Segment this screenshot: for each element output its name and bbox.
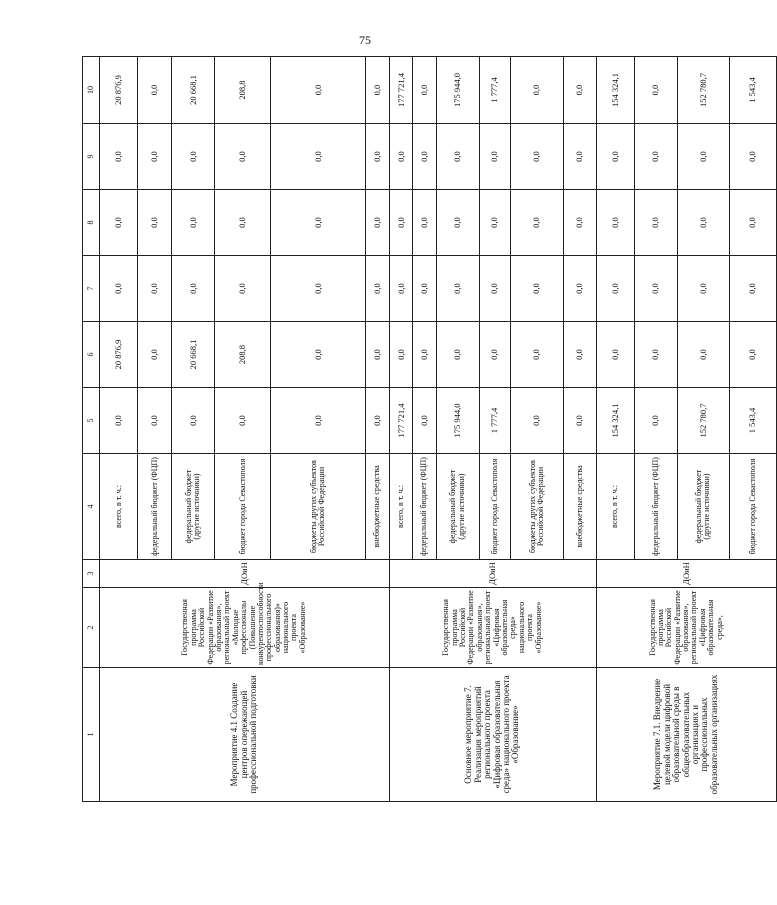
value-cell: 0,0 [564, 124, 597, 190]
value-cell: 0,0 [366, 256, 390, 322]
value-cell: 175 944,0 [436, 388, 479, 454]
value-cell: 0,0 [634, 190, 677, 256]
column-header: 9 [83, 124, 100, 190]
value-cell: 0,0 [677, 190, 729, 256]
column-header: 8 [83, 190, 100, 256]
value-cell: 0,0 [413, 322, 437, 388]
value-cell: 208,8 [215, 322, 271, 388]
value-cell: 152 780,7 [677, 57, 729, 124]
value-cell: 0,0 [729, 124, 776, 190]
funding-source-cell: бюджет города Севастополя [479, 454, 510, 560]
value-cell: 0,0 [510, 190, 563, 256]
activity-name-cell: Мероприятие 7.1. Внедрение целевой модели цифровой образовательной среды в общеобразовательных организациях и профессиональных образовательных организациях [596, 668, 776, 802]
value-cell: 0,0 [634, 57, 677, 124]
value-cell: 0,0 [172, 124, 215, 190]
value-cell: 1 777,4 [479, 388, 510, 454]
funding-source-cell: федеральный бюджет (ФЦП) [634, 454, 677, 560]
value-cell: 0,0 [564, 256, 597, 322]
funding-source-cell: всего, в т. ч.: [389, 454, 413, 560]
program-cell: Государственная программа Российской Федерации «Развитие образования», региональный проект «Молодые профессионалы (Повышение конкурентоспособности профессионального образования)» национального проекта «Образование» [100, 588, 390, 668]
value-cell: 0,0 [215, 124, 271, 190]
value-cell: 0,0 [596, 190, 634, 256]
value-cell: 0,0 [389, 322, 413, 388]
value-cell: 0,0 [172, 388, 215, 454]
value-cell: 0,0 [634, 256, 677, 322]
column-header: 2 [83, 588, 100, 668]
value-cell: 0,0 [138, 388, 172, 454]
value-cell: 0,0 [510, 256, 563, 322]
column-header: 10 [83, 57, 100, 124]
value-cell: 0,0 [366, 190, 390, 256]
value-cell: 0,0 [138, 256, 172, 322]
value-cell: 0,0 [172, 256, 215, 322]
value-cell: 0,0 [729, 256, 776, 322]
value-cell: 177 721,4 [389, 57, 413, 124]
value-cell: 0,0 [413, 256, 437, 322]
rotated-table-container [82, 57, 777, 802]
value-cell: 0,0 [634, 322, 677, 388]
value-cell: 0,0 [271, 190, 366, 256]
executor-cell: ДОиН [389, 560, 596, 588]
table-row [596, 57, 634, 802]
value-cell: 0,0 [677, 124, 729, 190]
activity-name-cell: Мероприятие 4.1 Создание центров опережающей профессиональной подготовки [100, 668, 390, 802]
value-cell: 154 324,1 [596, 388, 634, 454]
value-cell: 0,0 [100, 388, 138, 454]
funding-source-cell: внебюджетные средства [564, 454, 597, 560]
value-cell: 0,0 [596, 124, 634, 190]
value-cell: 0,0 [479, 322, 510, 388]
value-cell: 177 721,4 [389, 388, 413, 454]
value-cell: 0,0 [634, 388, 677, 454]
funding-source-cell: бюджет города Севастополя [215, 454, 271, 560]
value-cell: 0,0 [172, 190, 215, 256]
value-cell: 0,0 [138, 322, 172, 388]
column-header: 1 [83, 668, 100, 802]
header-row [83, 57, 100, 802]
value-cell: 0,0 [479, 256, 510, 322]
funding-source-cell: внебюджетные средства [366, 454, 390, 560]
value-cell: 208,8 [215, 57, 271, 124]
column-header: 7 [83, 256, 100, 322]
executor-cell: ДОиН [100, 560, 390, 588]
value-cell: 0,0 [510, 57, 563, 124]
value-cell: 0,0 [413, 388, 437, 454]
value-cell: 0,0 [413, 57, 437, 124]
value-cell: 0,0 [436, 256, 479, 322]
value-cell: 20 668,1 [172, 322, 215, 388]
value-cell: 20 876,9 [100, 322, 138, 388]
column-header: 6 [83, 322, 100, 388]
value-cell: 0,0 [564, 57, 597, 124]
value-cell: 175 944,0 [436, 57, 479, 124]
value-cell: 0,0 [271, 322, 366, 388]
value-cell: 0,0 [138, 57, 172, 124]
value-cell: 0,0 [436, 124, 479, 190]
column-header: 5 [83, 388, 100, 454]
value-cell: 0,0 [729, 190, 776, 256]
value-cell: 20 876,9 [100, 57, 138, 124]
value-cell: 0,0 [564, 322, 597, 388]
value-cell: 0,0 [389, 256, 413, 322]
value-cell: 0,0 [510, 388, 563, 454]
value-cell: 0,0 [215, 388, 271, 454]
page-number: 75 [359, 33, 371, 47]
value-cell: 0,0 [596, 322, 634, 388]
value-cell: 0,0 [138, 124, 172, 190]
funding-source-cell: федеральный бюджет (другие источники) [436, 454, 479, 560]
funding-source-cell: федеральный бюджет (ФЦП) [413, 454, 437, 560]
value-cell: 1 777,4 [479, 57, 510, 124]
funding-source-cell: всего, в т. ч.: [596, 454, 634, 560]
value-cell: 0,0 [479, 190, 510, 256]
value-cell: 0,0 [677, 256, 729, 322]
value-cell: 0,0 [366, 322, 390, 388]
value-cell: 0,0 [510, 322, 563, 388]
value-cell: 0,0 [564, 190, 597, 256]
value-cell: 0,0 [366, 388, 390, 454]
value-cell: 154 324,1 [596, 57, 634, 124]
executor-cell: ДОиН [596, 560, 776, 588]
value-cell: 1 543,4 [729, 388, 776, 454]
value-cell: 152 780,7 [677, 388, 729, 454]
value-cell: 0,0 [100, 190, 138, 256]
column-header: 3 [83, 560, 100, 588]
funding-source-cell: бюджет города Севастополя [729, 454, 776, 560]
program-cell: Государственная программа Российской Федерации «Развитие образования», региональный проект «Цифровая образовательная среда», [596, 588, 776, 668]
budget-table [82, 56, 777, 802]
value-cell: 0,0 [271, 256, 366, 322]
value-cell: 20 668,1 [172, 57, 215, 124]
value-cell: 0,0 [271, 57, 366, 124]
value-cell: 0,0 [271, 388, 366, 454]
value-cell: 0,0 [510, 124, 563, 190]
value-cell: 0,0 [271, 124, 366, 190]
value-cell: 0,0 [389, 124, 413, 190]
value-cell: 0,0 [215, 190, 271, 256]
value-cell: 0,0 [634, 124, 677, 190]
table-row [100, 57, 138, 802]
value-cell: 0,0 [215, 256, 271, 322]
value-cell: 0,0 [729, 322, 776, 388]
column-header: 4 [83, 454, 100, 560]
value-cell: 0,0 [413, 190, 437, 256]
value-cell: 0,0 [366, 57, 390, 124]
funding-source-cell: бюджеты других субъектов Российской Федерации [510, 454, 563, 560]
activity-name-cell: Основное мероприятие 7. Реализация мероприятий регионального проекта «Цифровая образовательная среда» национального проекта «Образование» [389, 668, 596, 802]
funding-source-cell: всего, в т. ч.: [100, 454, 138, 560]
value-cell: 1 543,4 [729, 57, 776, 124]
table-row [389, 57, 413, 802]
value-cell: 0,0 [596, 256, 634, 322]
value-cell: 0,0 [436, 190, 479, 256]
value-cell: 0,0 [389, 190, 413, 256]
funding-source-cell: бюджеты других субъектов Российской Федерации [271, 454, 366, 560]
funding-source-cell: федеральный бюджет (другие источники) [172, 454, 215, 560]
program-cell: Государственная программа Российской Федерации «Развитие образования», региональный проект «Цифровая образовательная среда» национального проекта «Образование» [389, 588, 596, 668]
value-cell: 0,0 [564, 388, 597, 454]
value-cell: 0,0 [366, 124, 390, 190]
funding-source-cell: федеральный бюджет (ФЦП) [138, 454, 172, 560]
value-cell: 0,0 [479, 124, 510, 190]
value-cell: 0,0 [677, 322, 729, 388]
value-cell: 0,0 [100, 124, 138, 190]
value-cell: 0,0 [100, 256, 138, 322]
funding-source-cell: федеральный бюджет (другие источники) [677, 454, 729, 560]
value-cell: 0,0 [436, 322, 479, 388]
value-cell: 0,0 [413, 124, 437, 190]
value-cell: 0,0 [138, 190, 172, 256]
